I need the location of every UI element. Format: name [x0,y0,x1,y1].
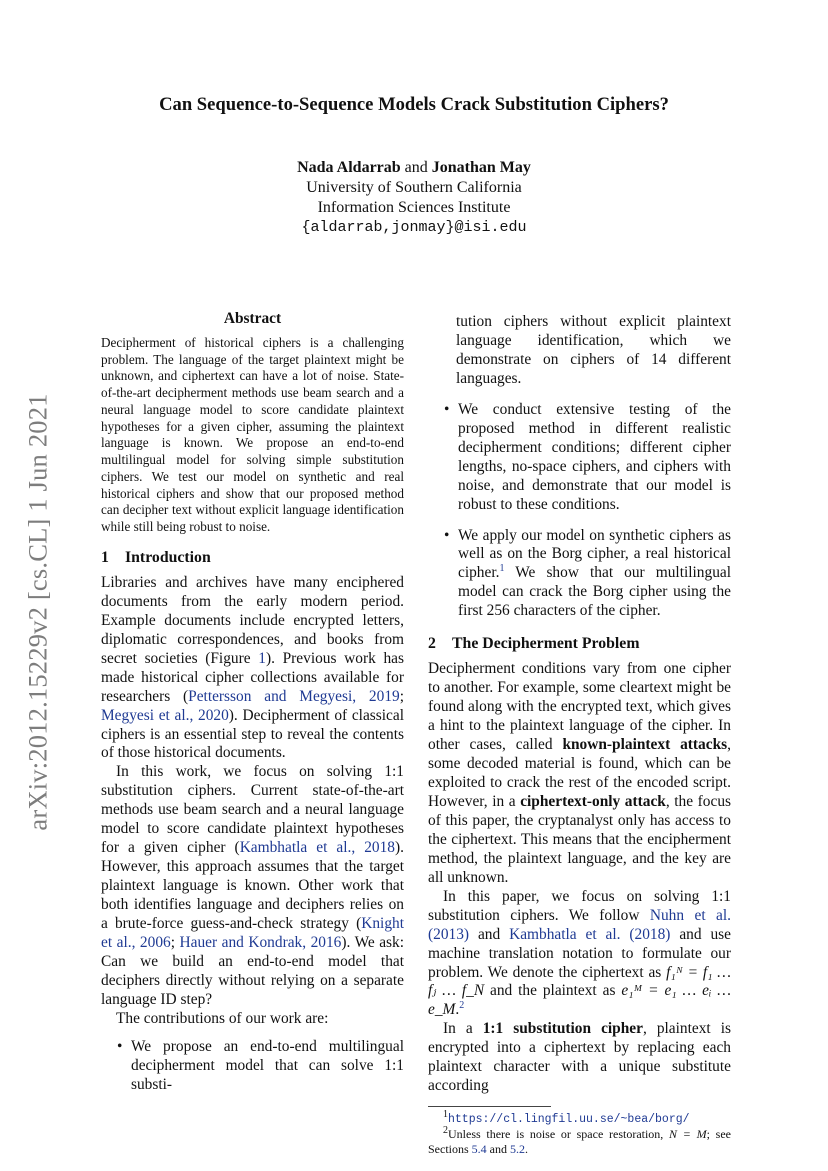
list-item: tution ciphers without explicit plaintext language identification, which we demonstrate on ciphers of 14 different languages. [456,313,731,387]
math-ciphertext: f₁ᴺ = f₁ … fⱼ … f_N [428,963,731,1000]
footnote-1: $^1$https://cl.lingfil.uu.se/~bea/borg/ [443,1109,690,1127]
section-heading-decipherment-problem [428,635,731,654]
citation-link[interactable]: Kambhatla et al., 2018 [239,839,395,857]
section-ref-link[interactable]: 5.4 [471,1142,487,1157]
section-number: 2 [428,635,436,653]
affiliation-institute: Information Sciences Institute [317,199,511,216]
bullet-icon: • [117,1037,123,1055]
arxiv-identifier: arXiv:2012.15229v2 [cs.CL] 1 Jun 2021 [22,393,53,831]
abstract-heading: Abstract [223,310,282,327]
section-ref-link[interactable]: 5.2 [510,1142,525,1157]
section-heading-introduction [101,549,404,568]
decipherment-paragraph-2: In this paper, we focus on solving 1:1 substitution ciphers. We follow Nuhn et al. (2013) and Kambhatla et al. (2018) and use machine translation notation to formulate our problem. We denote the ciphertext as f₁ᴺ = f₁ … fⱼ … f_N and the plaintext as e₁ᴹ = e₁ … eᵢ … e_M.$^2$ [428,887,731,1019]
citation-link[interactable]: Kambhatla et al. (2018) [509,925,671,943]
decipherment-paragraph-3: In a 1:1 substitution cipher, plaintext is encrypted into a ciphertext by replacing each plaintext character with a unique substitute according [428,1020,731,1095]
citation-link[interactable]: Pettersson and Megyesi, 2019 [188,687,400,705]
left-column [101,310,404,1095]
intro-paragraph-2: In this work, we focus on solving 1:1 substitution ciphers. Current state-of-the-art methods use beam search and a neural language model to score candidate plaintext hypotheses for a given cipher (Kambhatla et al., 2018). However, this approach assumes that the target plaintext language is known. Other work that both identifies language and deciphers relies on a brute-force guess-and-check strategy (Knight et al., 2006; Hauer and Kondrak, 2016). We ask: Can we build an end-to-end model that deciphers directly without relying on a separate language ID step? [101,763,404,1008]
footnote-2: $^2$Unless there is noise or space restoration, N = M; see Sections 5.4 and 5.2. [428,1125,731,1157]
author-1: Nada Aldarrab [297,159,401,176]
affiliation-university: University of Southern California [306,179,522,196]
section-number: 1 [101,548,109,566]
citation-link[interactable]: Knight et al., 2006 [101,915,404,952]
list-item: • We conduct extensive testing of the proposed method in different realistic decipherment conditions; different cipher lengths, no-space ciphers, and ciphers with noise, and demonstrate that our model is robust to these conditions. [444,400,731,513]
citation-link[interactable]: Hauer and Kondrak, 2016 [179,934,342,952]
author-2: Jonathan May [431,159,531,176]
citation-link[interactable]: Nuhn et al. (2013) [428,906,731,943]
contributions-list [101,1038,404,1095]
bullet-icon: • [444,400,450,418]
footnote-url-link[interactable]: https://cl.lingfil.uu.se/~bea/borg/ [448,1113,690,1127]
bullet-icon: • [444,526,450,544]
author-conjunction: and [404,159,428,176]
contributions-list-continued [428,313,731,621]
author-names [0,158,828,178]
footnote-ref-link[interactable]: 2 [459,1000,465,1012]
math-plaintext: e₁ᴹ = e₁ … eᵢ … e_M [428,982,731,1019]
footnote-ref-link[interactable]: 1 [499,563,505,575]
arxiv-stamp [18,377,58,847]
author-block [0,158,828,238]
list-item: • We propose an end-to-end multilingual decipherment model that can solve 1:1 substi- [117,1037,404,1093]
intro-paragraph-1: Libraries and archives have many enciphered documents from the early modern period. Example documents include encrypted letters, diplomatic correspondences, and books from secret societies (Figure 1). Previous work has made historical cipher collections available for researchers (Pettersson and Megyesi, 2019; Megyesi et al., 2020). Decipherment of classical ciphers is an essential step to reveal the contents of those historical documents. [101,573,404,762]
author-email: {aldarrab,jonmay}@isi.edu [301,219,527,236]
figure-ref-link[interactable]: 1 [258,649,266,667]
intro-paragraph-3: The contributions of our work are: [116,1009,329,1027]
decipherment-paragraph-1: Decipherment conditions vary from one cipher to another. For example, some cleartext might be found along with the encrypted text, which gives a hint to the plaintext language of the cipher. In other cases, called known-plaintext attacks, some decoded material is found, which can be exploited to crack the rest of the encoded script. However, in a ciphertext-only attack, the focus of this paper, the cryptanalyst only has access to the ciphertext. This means that the encipherment method, the plaintext language, and the key are all unknown. [428,660,731,886]
footnote-divider [428,1106,551,1107]
section-title: Introduction [125,548,211,566]
right-column [428,313,731,1157]
list-item: • We apply our model on synthetic ciphers as well as on the Borg cipher, a real historical cipher.$^1$ We show that our multilingual model can crack the Borg cipher using the first 256 characters of the cipher. [444,526,731,620]
section-title: The Decipherment Problem [452,635,640,653]
paper-title: Can Sequence-to-Sequence Models Crack Substitution Ciphers? [159,94,669,115]
abstract-text: Decipherment of historical ciphers is a challenging problem. The language of the target plaintext might be unknown, and ciphertext can have a lot of noise. State-of-the-art decipherment methods use beam search and a neural language model to score candidate plaintext hypotheses for a given cipher, assuming the plaintext language is known. We propose an end-to-end multilingual model for solving simple substitution ciphers. We test our model on synthetic and real historical ciphers and show that our proposed method can decipher text without explicit language identification while still being robust to noise. [101,334,404,535]
citation-link[interactable]: Megyesi et al., 2020 [101,706,229,724]
